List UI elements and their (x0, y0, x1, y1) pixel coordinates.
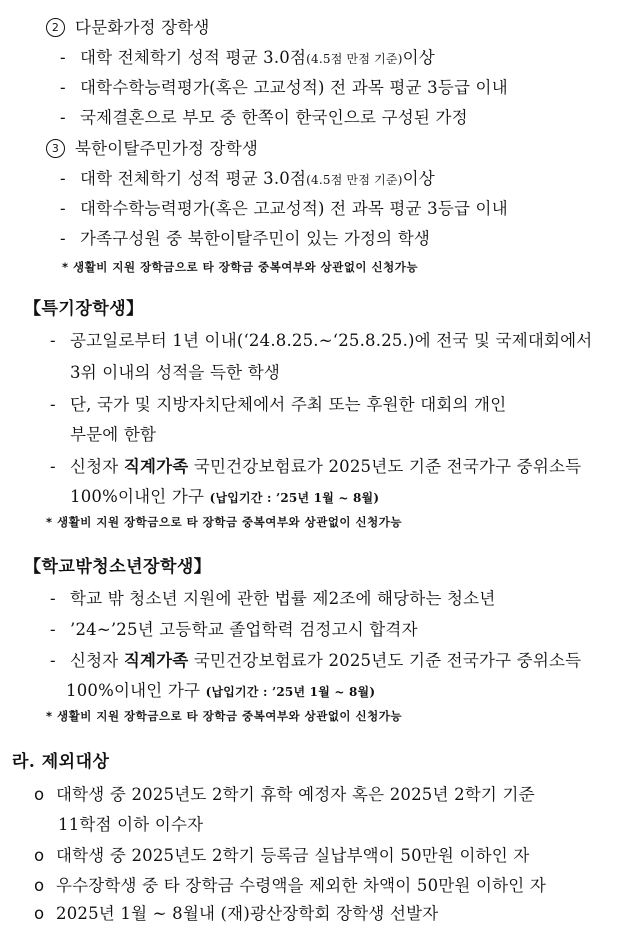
note: * 생활비 지원 장학금으로 타 장학금 중복여부와 상관없이 신청가능 (46, 709, 402, 723)
dash-bullet: - (50, 620, 56, 639)
list-item: o 우수장학생 중 타 장학금 수령액을 제외한 차액이 50만원 이하인 자 (34, 876, 547, 895)
exclusion-title: 라. 제외대상 (12, 752, 110, 772)
list-item: - 공고일로부터 1년 이내(‘24.8.25.~‘25.8.25.)에 전국 및 국제대회에서 (50, 331, 593, 350)
list-item: - 학교 밖 청소년 지원에 관한 법률 제2조에 해당하는 청소년 (50, 589, 496, 608)
list-item-continued: 100%이내인 가구 (납입기간 : ’25년 1월 ~ 8월) (70, 487, 380, 506)
dash-bullet: - (50, 651, 56, 670)
list-item: - 가족구성원 중 북한이탈주민이 있는 가정의 학생 (60, 229, 431, 248)
dash-bullet: - (50, 331, 56, 350)
o-bullet: o (34, 904, 45, 923)
list-item-continued: 100%이내인 가구 (납입기간 : ’25년 1월 ~ 8월) (66, 681, 376, 700)
dash-bullet: - (60, 169, 66, 188)
north-korean-title: 북한이탈주민가정 장학생 (75, 139, 258, 158)
list-item: - 대학수학능력평가(혹은 고교성적) 전 과목 평균 3등급 이내 (60, 78, 508, 97)
list-item: - 신청자 직계가족 국민건강보험료가 2025년도 기준 전국가구 중위소득 (50, 457, 582, 476)
list-item: - ’24~’25년 고등학교 졸업학력 검정고시 합격자 (50, 620, 418, 639)
dash-bullet: - (60, 78, 66, 97)
list-item: - 대학수학능력평가(혹은 고교성적) 전 과목 평균 3등급 이내 (60, 199, 508, 218)
list-item: o 대학생 중 2025년도 2학기 등록금 실납부액이 50만원 이하인 자 (34, 846, 530, 865)
note: * 생활비 지원 장학금으로 타 장학금 중복여부와 상관없이 신청가능 (46, 515, 402, 529)
list-item-continued: 부문에 한함 (70, 425, 157, 444)
dash-bullet: - (50, 589, 56, 608)
dash-bullet: - (60, 48, 66, 67)
list-item: - 대학 전체학기 성적 평균 3.0점(4.5점 만점 기준)이상 (60, 48, 435, 67)
north-korean-heading (46, 138, 258, 160)
circled-number: 2 (46, 18, 65, 37)
list-item: o 2025년 1월 ~ 8월내 (재)광산장학회 장학생 선발자 (34, 904, 439, 923)
dash-bullet: - (60, 199, 66, 218)
list-item-continued: 11학점 이하 이수자 (58, 815, 204, 834)
note: * 생활비 지원 장학금으로 타 장학금 중복여부와 상관없이 신청가능 (62, 260, 418, 274)
list-item: - 대학 전체학기 성적 평균 3.0점(4.5점 만점 기준)이상 (60, 169, 435, 188)
dash-bullet: - (50, 457, 56, 476)
list-item: - 국제결혼으로 부모 중 한쪽이 한국인으로 구성된 가정 (60, 108, 468, 127)
o-bullet: o (34, 846, 45, 865)
list-item-continued: 3위 이내의 성적을 득한 학생 (70, 363, 281, 382)
special-title: 【특기장학생】 (24, 299, 144, 319)
list-item: - 신청자 직계가족 국민건강보험료가 2025년도 기준 전국가구 중위소득 (50, 651, 582, 670)
dash-bullet: - (50, 395, 56, 414)
dash-bullet: - (60, 108, 66, 127)
dash-bullet: - (60, 229, 66, 248)
circled-number: 3 (46, 139, 65, 158)
multicultural-heading (46, 17, 210, 39)
list-item: - 단, 국가 및 지방자치단체에서 주최 또는 후원한 대회의 개인 (50, 395, 507, 414)
o-bullet: o (34, 785, 45, 804)
out-of-school-title: 【학교밖청소년장학생】 (24, 557, 212, 577)
o-bullet: o (34, 876, 45, 895)
multicultural-title: 다문화가정 장학생 (75, 18, 210, 37)
list-item: o 대학생 중 2025년도 2학기 휴학 예정자 혹은 2025년 2학기 기준 (34, 785, 535, 804)
